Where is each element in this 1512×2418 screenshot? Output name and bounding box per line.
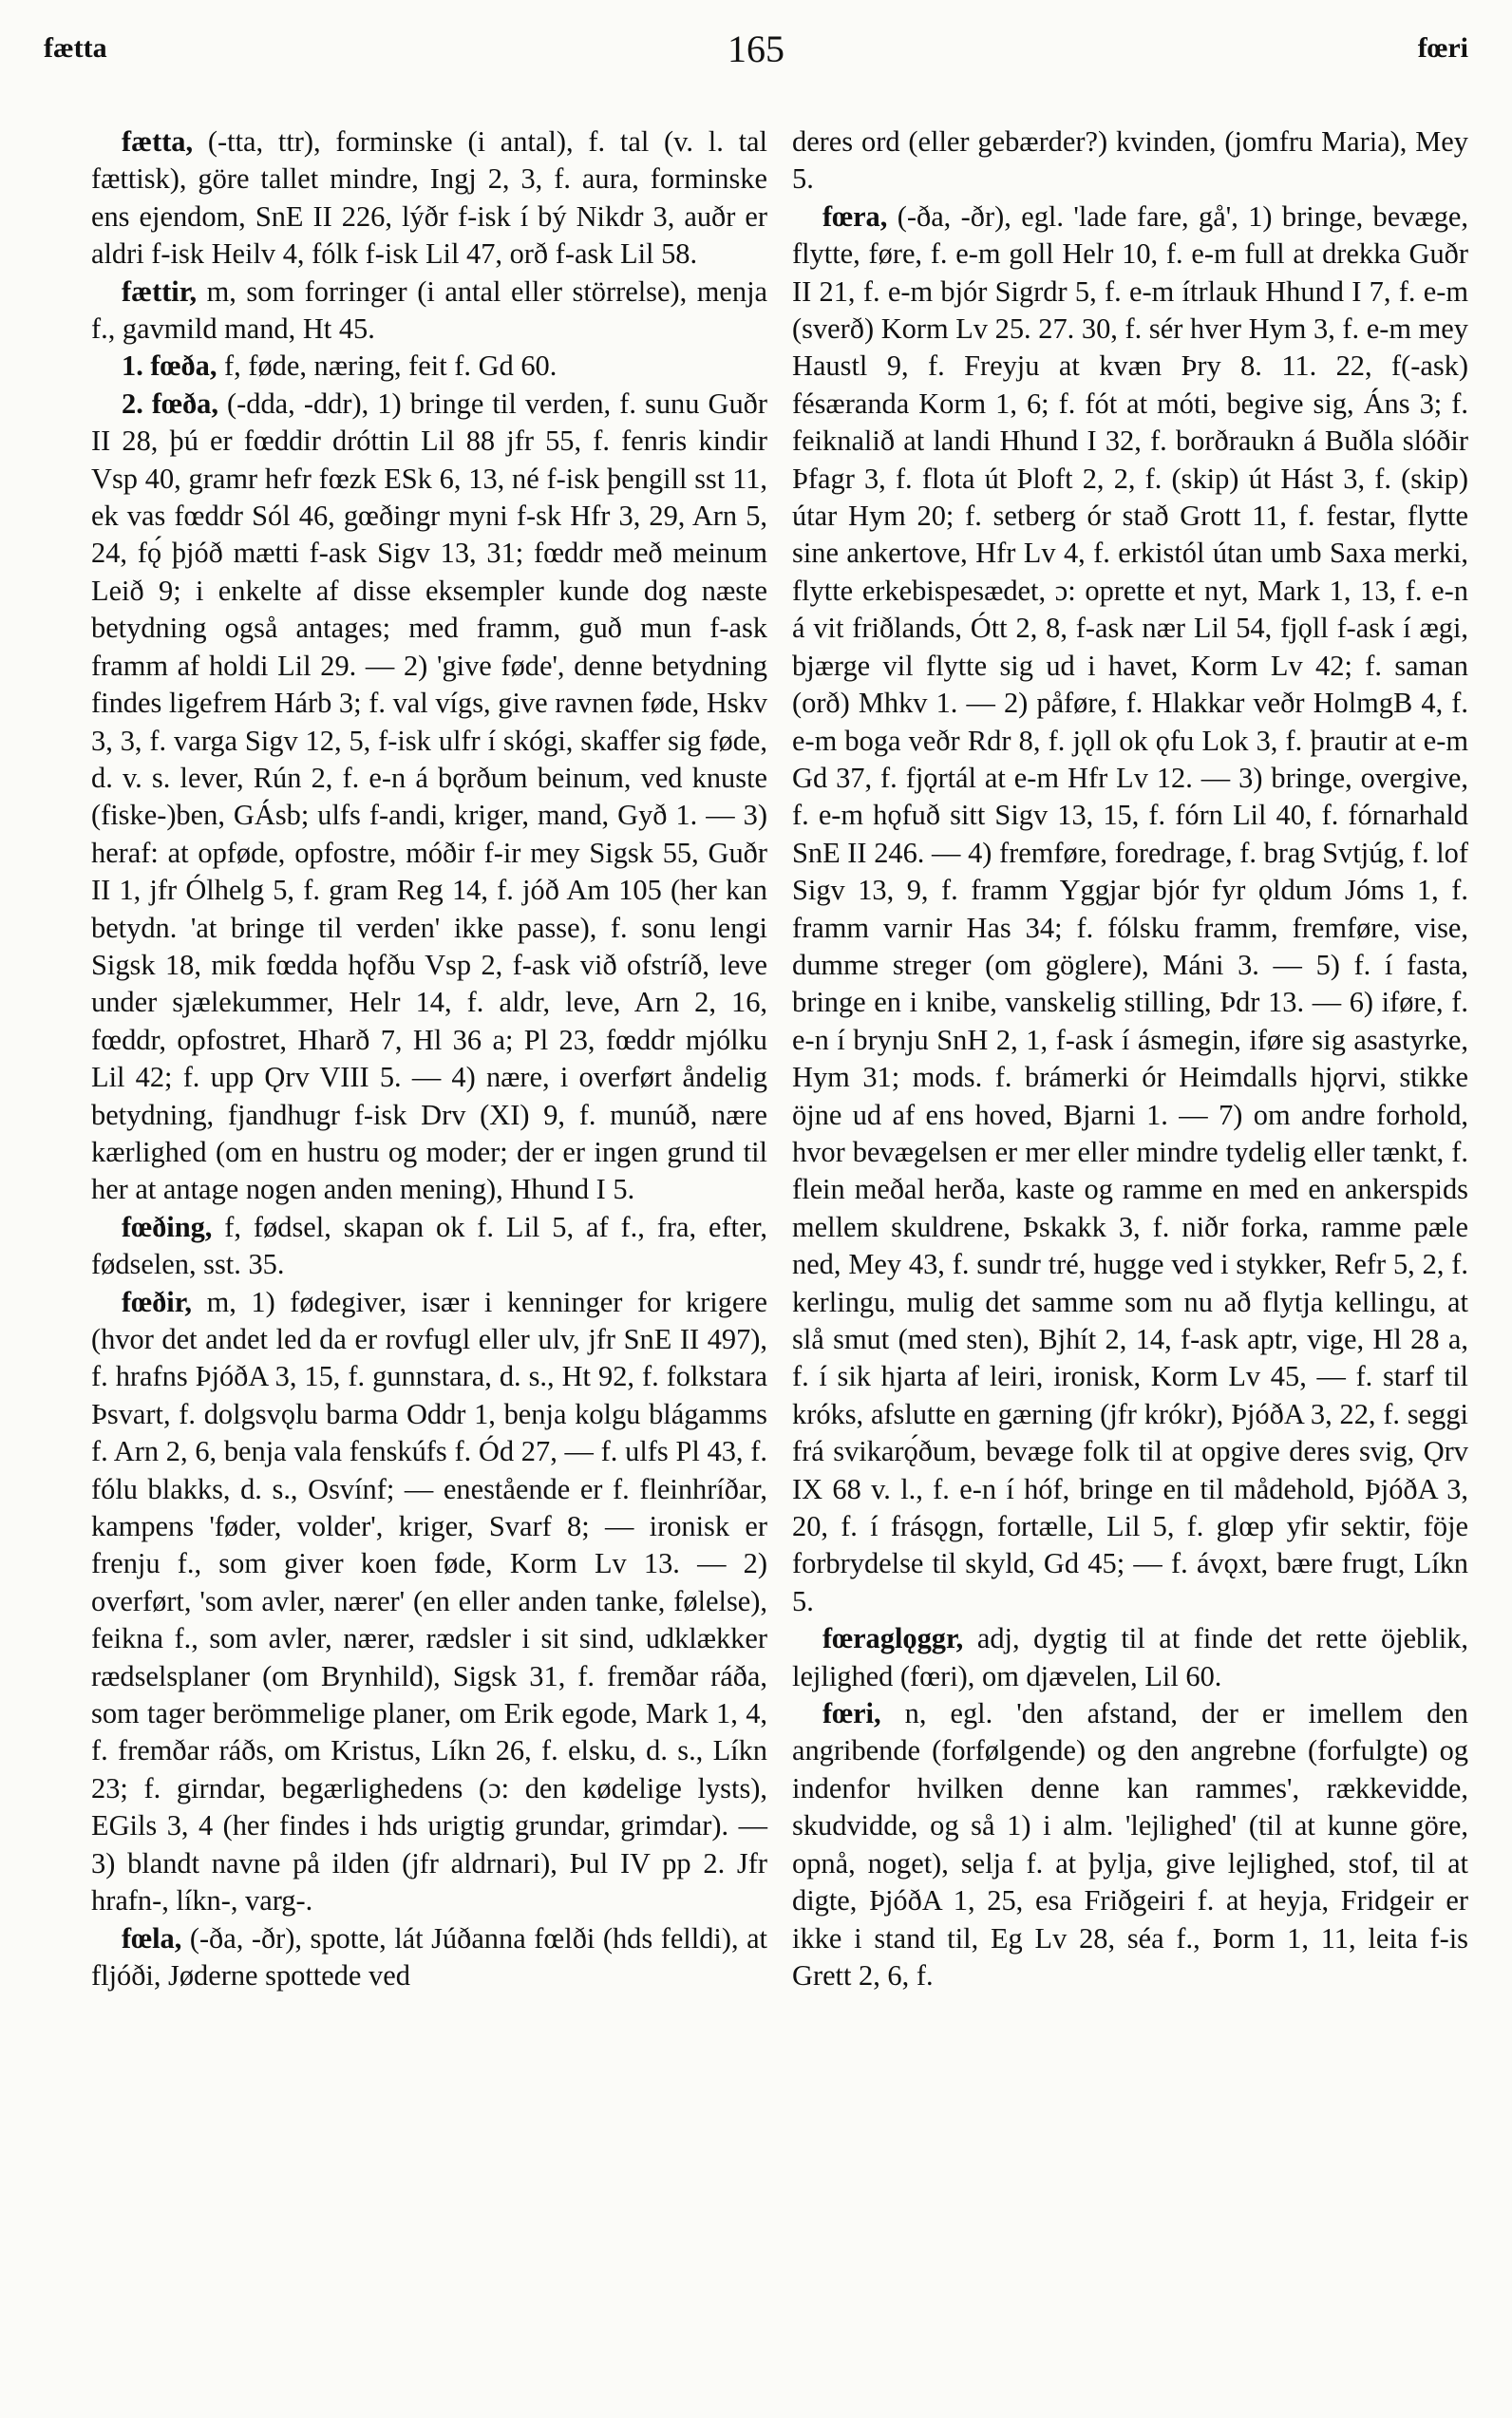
entry-headword: fœra,	[822, 199, 888, 233]
dictionary-entry	[91, 274, 767, 349]
header-left-guide-word: fætta	[44, 32, 107, 64]
page-header	[44, 27, 1468, 76]
dictionary-entry	[91, 1284, 767, 1920]
page-number: 165	[728, 28, 784, 70]
entry-definition: f, fødsel, skapan ok f. Lil 5, af f., fra, efter, fødselen, sst. 35.	[91, 1210, 767, 1281]
entry-headword: 1. fœða,	[122, 349, 217, 383]
entry-headword: fœðing,	[122, 1210, 213, 1243]
dictionary-entry	[91, 123, 767, 274]
entry-definition: (-dda, -ddr), 1) bringe til verden, f. sunu Guðr II 28, þú er fœddir dróttin Lil 88 jfr 55, f. fenris kindir Vsp 40, gramr hefr fœzk ESk 6, 13, né f-isk þengill sst 11, ek vas fœddr Sól 46, gœðingr myni f-sk Hfr 3, 29, Arn 5, 24, fǫ́ þjóð mætti f-ask Sigv 13, 31; fœddr með meinum Leið 9; i enkelte af disse eksempler kunde dog næste betydning også antages; med framm, guð mun f-ask framm af holdi Lil 29. — 2) 'give føde', denne betydning findes ligefrem Hárb 3; f. val vígs, give ravnen føde, Hskv 3, 3, f. varga Sigv 12, 5, f-isk ulfr í skógi, skaffer sig føde, d. v. s. lever, Rún 2, f. e-n á bǫrðum beinum, ved knuste (fiske-)ben, GÁsb; ulfs f-andi, kriger, mand, Gyð 1. — 3) heraf: at opføde, opfostre, móðir f-ir mey Sigsk 55, Guðr II 1, jfr Ólhelg 5, f. gram Reg 14, f. jóð Am 105 (her kan betydn. 'at bringe til verden' ikke passe), f. sonu lengi Sigsk 18, mik fœdda hǫfðu Vsp 2, f-ask við ofstríð, leve under sjælekummer, Helr 14, f. aldr, leve, Arn 2, 16, fœddr, opfostret, Hharð 7, Hl 36 a; Pl 23, fœddr mjólku Lil 42; f. upp Ǫrv VIII 5. — 4) nære, i overført åndelig betydning, fjandhugr f-isk Drv (XI) 9, f. munúð, nære kærlighed (om en hustru og moder; der er ingen grund til her at antage nogen anden mening), Hhund I 5.	[91, 387, 767, 1206]
dictionary-entry	[91, 1920, 767, 1995]
header-right-guide-word: fœri	[1417, 32, 1468, 64]
dictionary-entry	[91, 1209, 767, 1284]
entry-definition: adj, dygtig til at finde det rette öjeblik, lejlighed (fœri), om djævelen, Lil 60.	[792, 1622, 1468, 1692]
entry-headword: fœri,	[822, 1697, 881, 1730]
entry-definition: deres ord (eller gebærder?) kvinden, (jomfru Maria), Mey 5.	[792, 125, 1468, 196]
text-columns	[44, 123, 1468, 1994]
dictionary-entry	[792, 198, 1468, 1620]
dictionary-entry	[792, 1620, 1468, 1695]
entry-definition: m, 1) fødegiver, især i kenninger for krigere (hvor det andet led da er rovfugl eller ulv, jfr SnE II 497), f. hrafns ÞjóðA 3, 15, f. gunnstara, d. s., Ht 92, f. folkstara Þsvart, f. dolgsvǫlu barma Oddr 1, benja kolgu blágamms f. Arn 2, 6, benja vala fenskúfs f. Ód 27, — f. ulfs Pl 43, f. fólu blakks, d. s., Osvínf; — enestående er f. fleinhríðar, kampens 'føder, volder', kriger, Svarf 8; — ironisk er frenju f., som giver koen føde, Korm Lv 13. — 2) overført, 'som avler, nærer' (en eller anden tanke, følelse), feikna f., som avler, nærer, rædsler i sit sind, udklækker rædselsplaner (om Brynhild), Sigsk 31, f. fremðar ráða, som tager berömmelige planer, om Erik egode, Mark 1, 4, f. fremðar ráðs, om Kristus, Líkn 26, f. elsku, d. s., Líkn 23; f. girndar, begærlighedens (ɔ: den kødelige lysts), EGils 3, 4 (her findes i hds urigtig grundar, grimdar). — 3) blandt navne på ilden (jfr aldrnari), Þul IV pp 2. Jfr hrafn-, líkn-, varg-.	[91, 1285, 767, 1917]
entry-headword: fættir,	[122, 274, 198, 308]
left-column	[91, 123, 767, 1994]
entry-headword: fætta,	[122, 125, 194, 158]
entry-definition: f, føde, næring, feit f. Gd 60.	[217, 349, 558, 383]
dictionary-entry	[91, 386, 767, 1209]
entry-headword: fœla,	[122, 1921, 182, 1955]
dictionary-entry	[91, 348, 767, 385]
entry-definition: n, egl. 'den afstand, der er imellem den angribende (forfølgende) og den angrebne (forfulgte) og indenfor hvilken denne kan rammes', rækkevidde, skudvidde, og så 1) i alm. 'lejlighed' (til at kunne göre, opnå, noget), selja f. at þylja, give lejlighed, stof, til at digte, ÞjóðA 1, 25, esa Friðgeiri f. at heyja, Fridgeir er ikke i stand til, Eg Lv 28, séa f., Þorm 1, 11, leita f-is Grett 2, 6, f.	[792, 1697, 1468, 1992]
entry-definition: (-tta, ttr), forminske (i antal), f. tal (v. l. tal fættisk), göre tallet mindre, Ingj 2, 3, f. aura, forminske ens ejendom, SnE II 226, lýðr f-isk í bý Nikdr 3, auðr er aldri f-isk Heilv 4, fólk f-isk Lil 47, orð f-ask Lil 58.	[91, 125, 767, 271]
entry-headword: 2. fœða,	[122, 387, 218, 420]
right-column	[792, 123, 1468, 1994]
entry-headword: fœðir,	[122, 1285, 193, 1318]
entry-headword: fœraglǫggr,	[822, 1622, 964, 1655]
entry-definition: (-ða, -ðr), egl. 'lade fare, gå', 1) bringe, bevæge, flytte, føre, f. e-m goll Helr 10, f. e-m full at drekka Guðr II 21, f. e-m bjór Sigrdr 5, f. e-m ítrlauk Hhund I 7, f. e-m (sverð) Korm Lv 25. 27. 30, f. sér hver Hym 3, f. e-m mey Haustl 9, f. Freyju at kvæn Þry 8. 11. 22, f(-ask) fésæranda Korm 1, 6; f. fót at móti, begive sig, Áns 3; f. feiknalið at landi Hhund I 32, f. borðraukn á Buðla slóðir Þfagr 3, f. flota út Þloft 2, 2, f. (skip) út Hást 3, f. (skip) útar Hym 20; f. setberg ór stað Grott 11, f. festar, flytte sine ankertove, Hfr Lv 4, f. erkistól útan umb Saxa merki, flytte erkebispesædet, ɔ: oprette et nyt, Mark 1, 13, f. e-n á vit friðlands, Ótt 2, 8, f-ask nær Lil 54, fjǫll f-ask í ægi, bjærge vil flytte sig ud i havet, Korm Lv 42; f. saman (orð) Mhkv 1. — 2) påføre, f. Hlakkar veðr HolmgB 4, f. e-m boga veðr Rdr 8, f. jǫll ok ǫfu Lok 3, f. þrautir at e-m Gd 37, f. fjǫrtál at e-m Hfr Lv 12. — 3) bringe, overgive, f. e-m hǫfuð sitt Sigv 13, 15, f. fórn Lil 40, f. fórnarhald SnE II 246. — 4) fremføre, foredrage, f. brag Svtjúg, f. lof Sigv 13, 9, f. framm Yggjar bjór fyr ǫldum Jóms 1, f. framm varnir Has 34; f. fólsku framm, fremføre, vise, dumme streger (om göglere), Máni 3. — 5) f. í fasta, bringe en i knibe, vanskelig stilling, Þdr 13. — 6) iføre, f. e-n í brynju SnH 2, 1, f-ask í ásmegin, iføre sig asastyrke, Hym 31; mods. f. brámerki ór Heimdalls hjǫrvi, stikke öjne ud af ens hoved, Bjarni 1. — 7) om andre forhold, hvor bevægelsen er mer eller mindre tydelig eller tænkt, f. flein meðal herða, kaste og ramme en med en ankerspids mellem skuldrene, Þskakk 3, f. niðr forka, ramme pæle ned, Mey 43, f. sundr tré, hugge ved i stykker, Refr 5, 2, f. kerlingu, mulig det samme som nu að flytja kellingu, at slå smut (med sten), Bjhít 2, 14, f-ask aptr, vige, Hl 28 a, f. í sik hjarta af leiri, ironisk, Korm Lv 45, — f. starf til króks, afslutte en gærning (jfr krókr), ÞjóðA 3, 22, f. seggi frá svikarǫ́ðum, bevæge folk til at opgive deres svig, Ǫrv IX 68 v. l., f. e-n í hóf, bringe en til mådehold, ÞjóðA 3, 20, f. í frásǫgn, fortælle, Lil 5, f. glœp yfir sektir, föje forbrydelse til skyld, Gd 45; — f. ávǫxt, bære frugt, Líkn 5.	[792, 199, 1468, 1617]
dictionary-entry	[792, 1695, 1468, 1994]
entry-definition: m, som forringer (i antal eller störrelse), menja f., gavmild mand, Ht 45.	[91, 274, 767, 346]
entry-definition: (-ða, -ðr), spotte, lát Júðanna fœlði (hds felldi), at fljóði, Jøderne spottede ved	[91, 1921, 767, 1992]
dictionary-entry	[792, 123, 1468, 198]
